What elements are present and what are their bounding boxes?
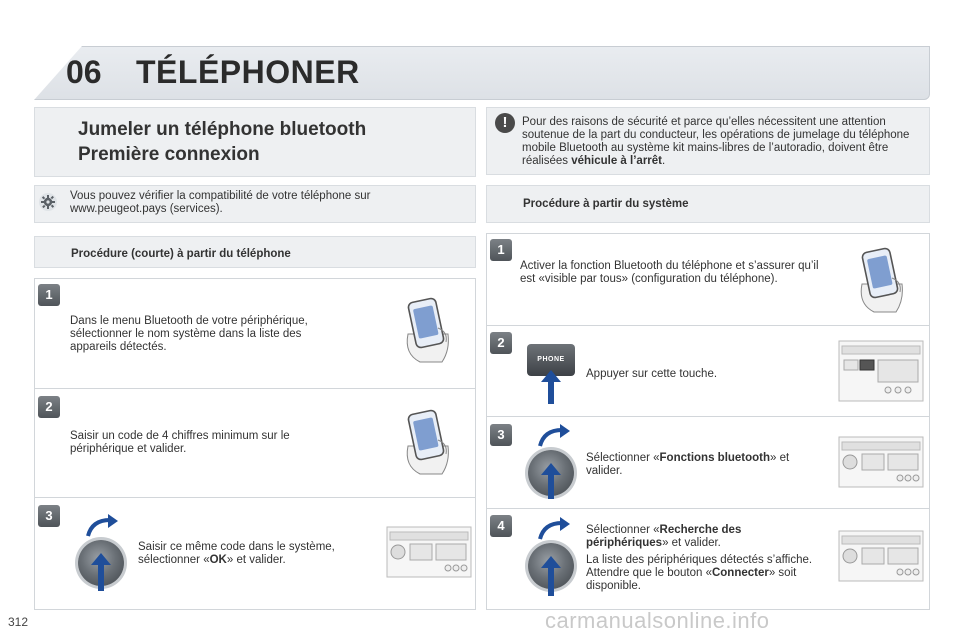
push-arrow-icon <box>541 370 561 404</box>
compatibility-info-text: Vous pouvez vérifier la compatibilité de votre téléphone sur www.peugeot.pays (services). <box>70 190 371 215</box>
left-procedure-header <box>34 236 476 268</box>
step-badge-1: 1 <box>38 284 60 306</box>
step-badge-2: 2 <box>38 396 60 418</box>
step-divider <box>34 497 476 498</box>
section-title-box <box>34 107 476 177</box>
chapter-title: TÉLÉPHONER <box>136 54 360 90</box>
smartphone-hand-icon <box>852 244 912 314</box>
step-badge-3: 3 <box>490 424 512 446</box>
section-subtitle: Première connexion <box>78 144 260 165</box>
rotate-arrow-icon <box>84 514 120 538</box>
exclamation-icon: ! <box>495 113 515 133</box>
left-procedure-title: Procédure (courte) à partir du téléphone <box>71 248 291 260</box>
gear-icon <box>38 192 58 212</box>
right-step-1-text: Activer la fonction Bluetooth du téléphone et s’assurer qu’il est «visible par tous» (configuration du téléphone). <box>520 260 819 285</box>
car-radio-unit-image <box>838 340 924 402</box>
step-divider <box>486 508 930 509</box>
smartphone-hand-icon <box>398 294 458 364</box>
rotate-arrow-icon <box>536 517 572 541</box>
push-arrow-icon <box>541 556 561 596</box>
step-badge-4: 4 <box>490 515 512 537</box>
rotate-arrow-icon <box>536 424 572 448</box>
right-procedure-title: Procédure à partir du système <box>523 198 689 210</box>
left-step-3-text: Saisir ce même code dans le système, sélectionner «OK» et valider. <box>138 541 335 566</box>
push-arrow-icon <box>91 553 111 591</box>
right-step-3-text: Sélectionner «Fonctions bluetooth» et valider. <box>586 452 790 477</box>
right-step-4-text: Sélectionner «Recherche des périphériques» et valider. <box>586 524 742 549</box>
car-radio-unit-image <box>386 526 472 578</box>
step-divider <box>34 388 476 389</box>
step-badge-3: 3 <box>38 505 60 527</box>
right-procedure-header <box>486 185 930 223</box>
smartphone-hand-icon <box>398 406 458 476</box>
step-divider <box>486 416 930 417</box>
car-radio-unit-image <box>838 530 924 582</box>
page-number: 312 <box>8 615 29 629</box>
left-step-1-text: Dans le menu Bluetooth de votre périphérique, sélectionner le nom système dans la liste des appareils détectés. <box>70 315 308 353</box>
phone-button-image: PHONE <box>527 344 575 376</box>
section-title: Jumeler un téléphone bluetooth <box>78 119 367 140</box>
push-arrow-icon <box>541 463 561 499</box>
car-radio-unit-image <box>838 436 924 488</box>
safety-warning-text: Pour des raisons de sécurité et parce qu’elles nécessitent une attention soutenue de la part du conducteur, les opérations de jumelage du téléphone mobile Bluetooth au système kit mains-libres de l’autoradio, doivent être réalisées véhicule à l’arrêt. <box>522 116 910 167</box>
left-step-2-text: Saisir un code de 4 chiffres minimum sur le périphérique et valider. <box>70 430 290 455</box>
right-step-2-text: Appuyer sur cette touche. <box>586 368 718 380</box>
chapter-number: 06 <box>66 54 102 90</box>
right-step-4-note: La liste des périphériques détectés s’affiche. Attendre que le bouton «Connecter» soit disponible. <box>586 554 813 592</box>
watermark-site: carmanualsonline.info <box>545 608 770 633</box>
step-badge-2: 2 <box>490 332 512 354</box>
step-badge-1: 1 <box>490 239 512 261</box>
step-divider <box>486 325 930 326</box>
